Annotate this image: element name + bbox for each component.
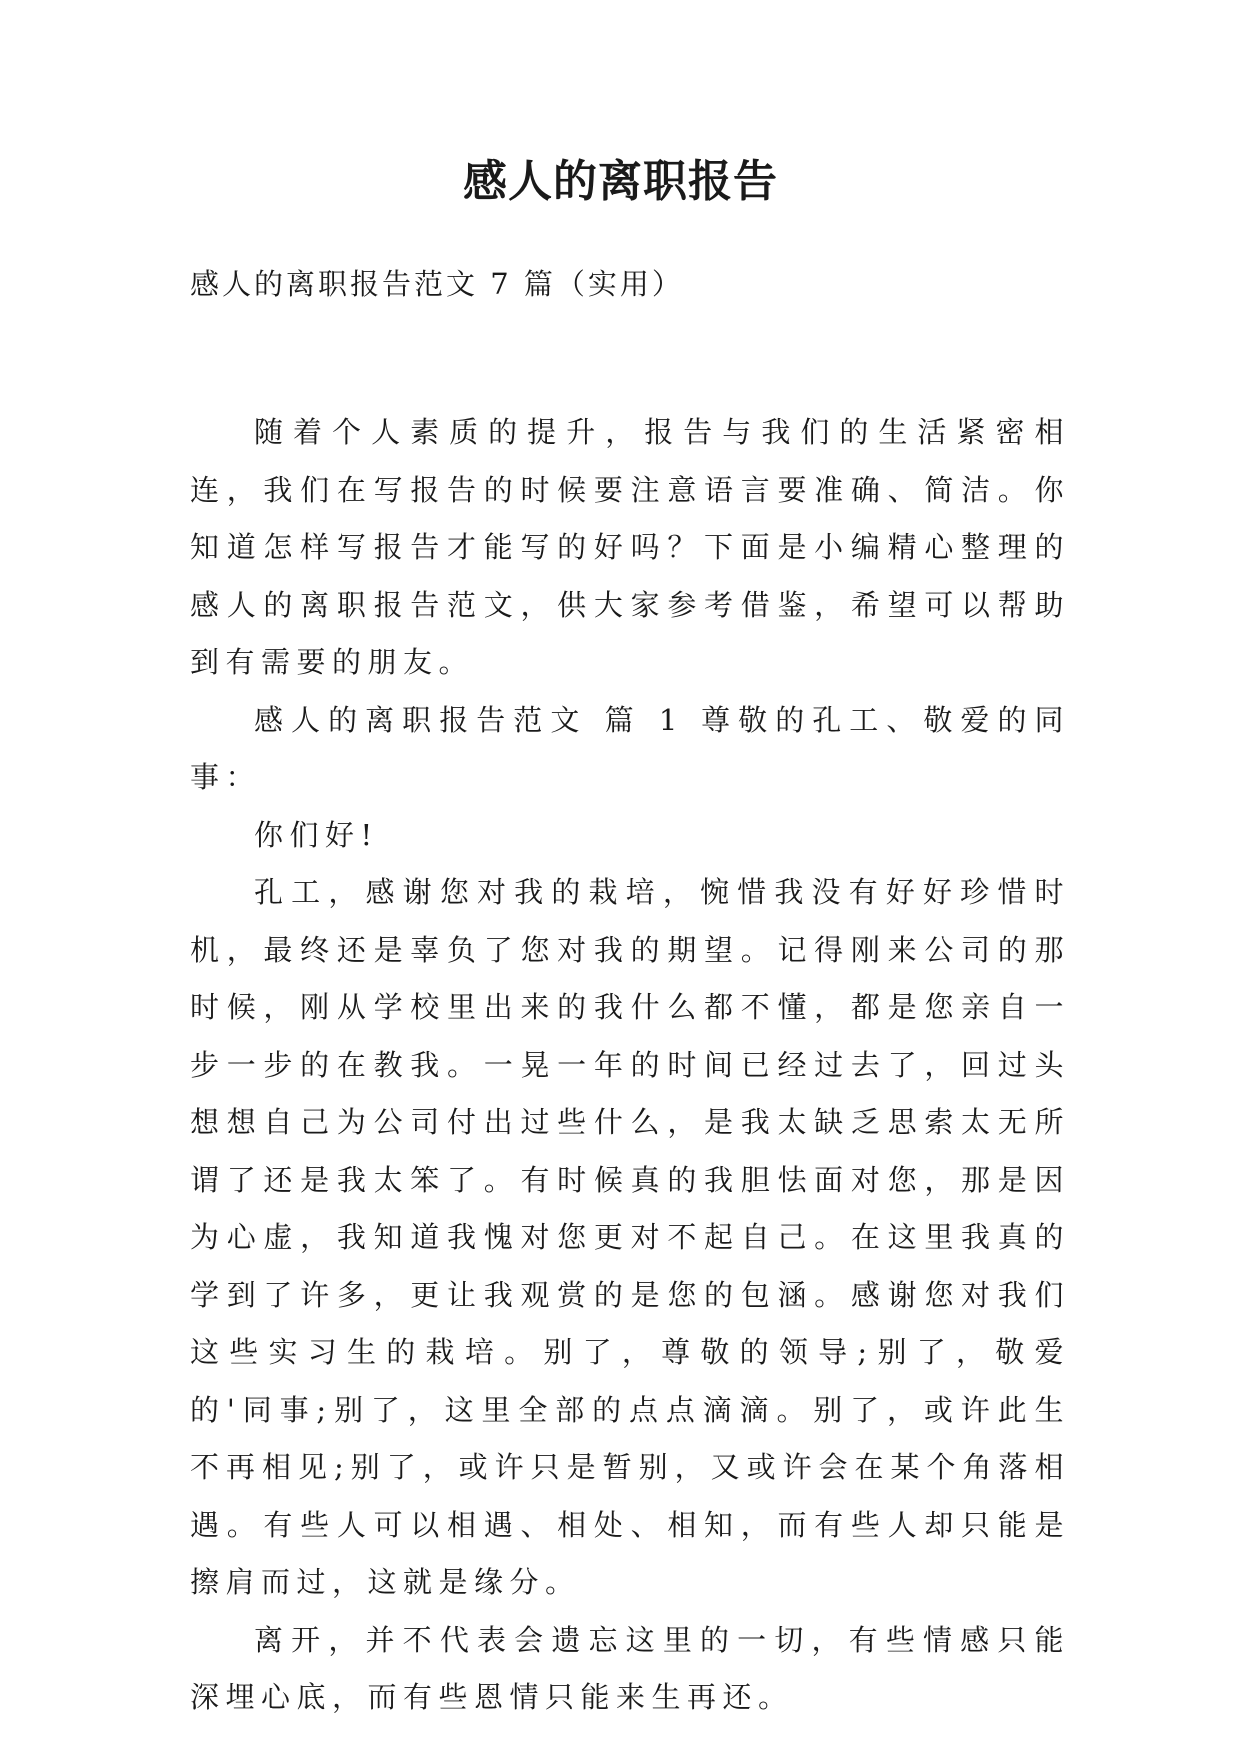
paragraph-closing: 离开，并不代表会遗忘这里的一切，有些情感只能深埋心底，而有些恩情只能来生再还。 [190, 1622, 1070, 1714]
document-body [190, 404, 1070, 1727]
paragraph-intro: 随着个人素质的提升，报告与我们的生活紧密相连，我们在写报告的时候要注意语言要准确、简洁。你知道怎样写报告才能写的好吗？下面是小编精心整理的感人的离职报告范文，供大家参考借鉴，希望可以帮助到有需要的朋友。 [190, 415, 1070, 679]
paragraph-greeting: 你们好! [254, 817, 379, 852]
document-subtitle: 感人的离职报告范文 7 篇（实用） [190, 267, 684, 301]
paragraph-heading: 感人的离职报告范文 篇 1 尊敬的孔工、敬爱的同事： [190, 702, 1070, 794]
document-title: 感人的离职报告 [463, 156, 778, 207]
paragraph-main: 孔工，感谢您对我的栽培，惋惜我没有好好珍惜时机，最终还是辜负了您对我的期望。记得刚来公司的那时候，刚从学校里出来的我什么都不懂，都是您亲自一步一步的在教我。一晃一年的时间已经过去了，回过头想想自己为公司付出过些什么，是我太缺乏思索太无所谓了还是我太笨了。有时候真的我胆怯面对您，那是因为心虚，我知道我愧对您更对不起自己。在这里我真的学到了许多，更让我观赏的是您的包涵。感谢您对我们这些实习生的栽培。别了，尊敬的领导;别了，敬爱的'同事;别了，这里全部的点点滴滴。别了，或许此生不再相见;别了，或许只是暂别，又或许会在某个角落相遇。有些人可以相遇、相处、相知，而有些人却只能是擦肩而过，这就是缘分。 [190, 875, 1070, 1599]
